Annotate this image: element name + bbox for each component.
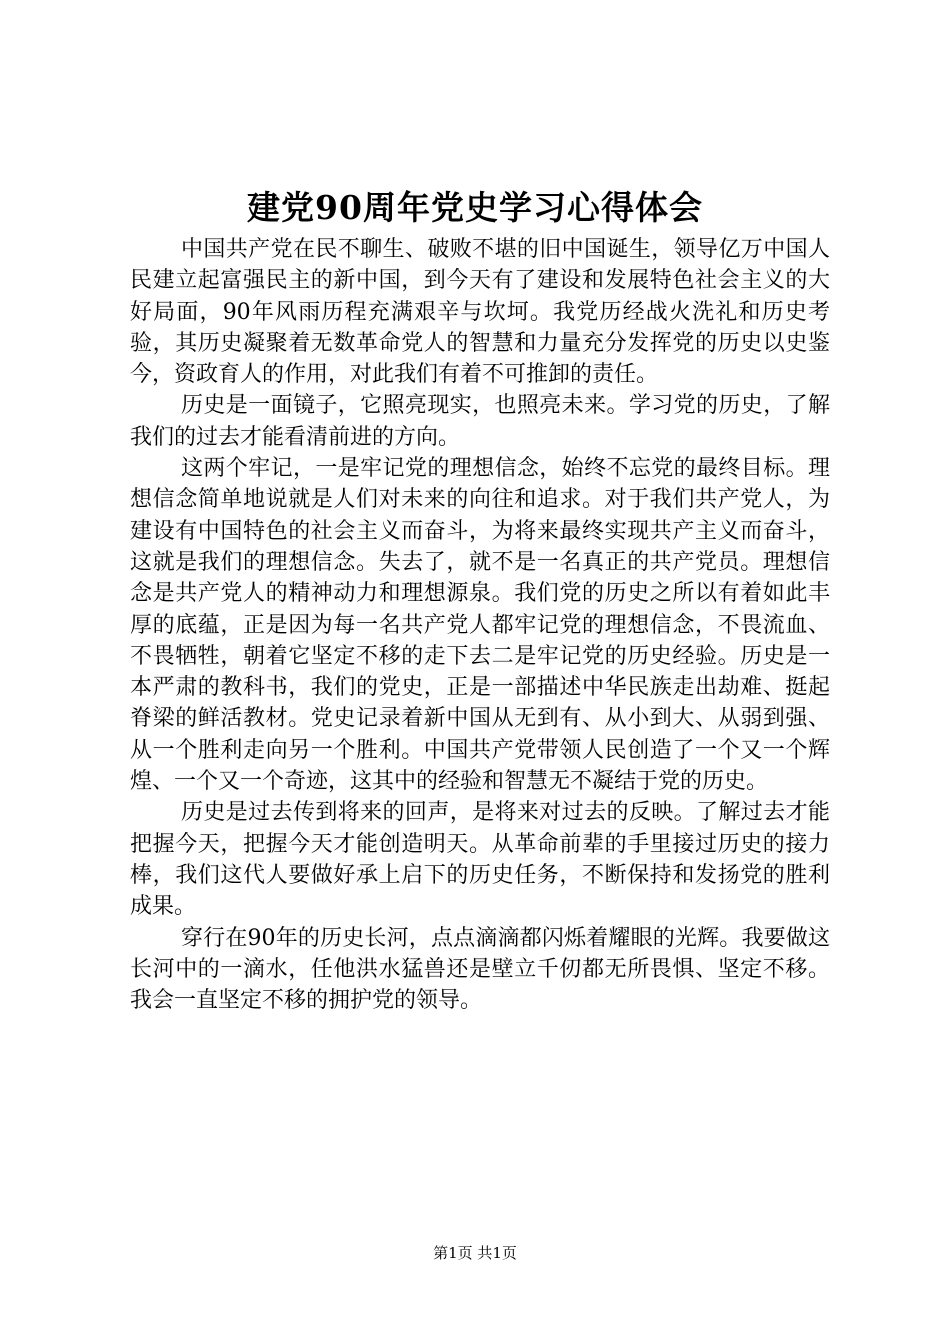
page-footer: 第1页 共1页 — [433, 1244, 517, 1262]
paragraph-1: 中国共产党在民不聊生、破败不堪的旧中国诞生，领导亿万中国人民建立起富强民主的新中国，到今天有了建设和发展特色社会主义的大好局面，90年风雨历程充满艰辛与坎坷。我党历经战火洗礼和历史考验，其历史凝聚着无数革命党人的智慧和力量充分发挥党的历史以史鉴今，资政育人的作用，对此我们有着不可推卸的责任。 — [130, 237, 830, 388]
paragraph-4: 历史是过去传到将来的回声，是将来对过去的反映。了解过去才能把握今天，把握今天才能创造明天。从革命前辈的手里接过历史的接力棒，我们这代人要做好承上启下的历史任务，不断保持和发扬党的胜利成果。 — [130, 800, 830, 920]
document-body — [130, 234, 830, 1016]
paragraph-2: 历史是一面镜子，它照亮现实，也照亮未来。学习党的历史，了解我们的过去才能看清前进的方向。 — [130, 393, 830, 450]
document-title: 建党90周年党史学习心得体会 — [247, 188, 703, 227]
paragraph-3: 这两个牢记，一是牢记党的理想信念，始终不忘党的最终目标。理想信念简单地说就是人们对未来的向往和追求。对于我们共产党人，为建设有中国特色的社会主义而奋斗，为将来最终实现共产主义而奋斗，这就是我们的理想信念。失去了，就不是一名真正的共产党员。理想信念是共产党人的精神动力和理想源泉。我们党的历史之所以有着如此丰厚的底蕴，正是因为每一名共产党人都牢记党的理想信念，不畏流血、不畏牺牲，朝着它坚定不移的走下去二是牢记党的历史经验。历史是一本严肃的教科书，我们的党史，正是一部描述中华民族走出劫难、挺起脊梁的鲜活教材。党史记录着新中国从无到有、从小到大、从弱到强、从一个胜利走向另一个胜利。中国共产党带领人民创造了一个又一个辉煌、一个又一个奇迹，这其中的经验和智慧无不凝结于党的历史。 — [130, 456, 830, 795]
paragraph-5: 穿行在90年的历史长河，点点滴滴都闪烁着耀眼的光辉。我要做这长河中的一滴水，任他洪水猛兽还是壁立千仞都无所畏惧、坚定不移。我会一直坚定不移的拥护党的领导。 — [130, 925, 830, 1014]
